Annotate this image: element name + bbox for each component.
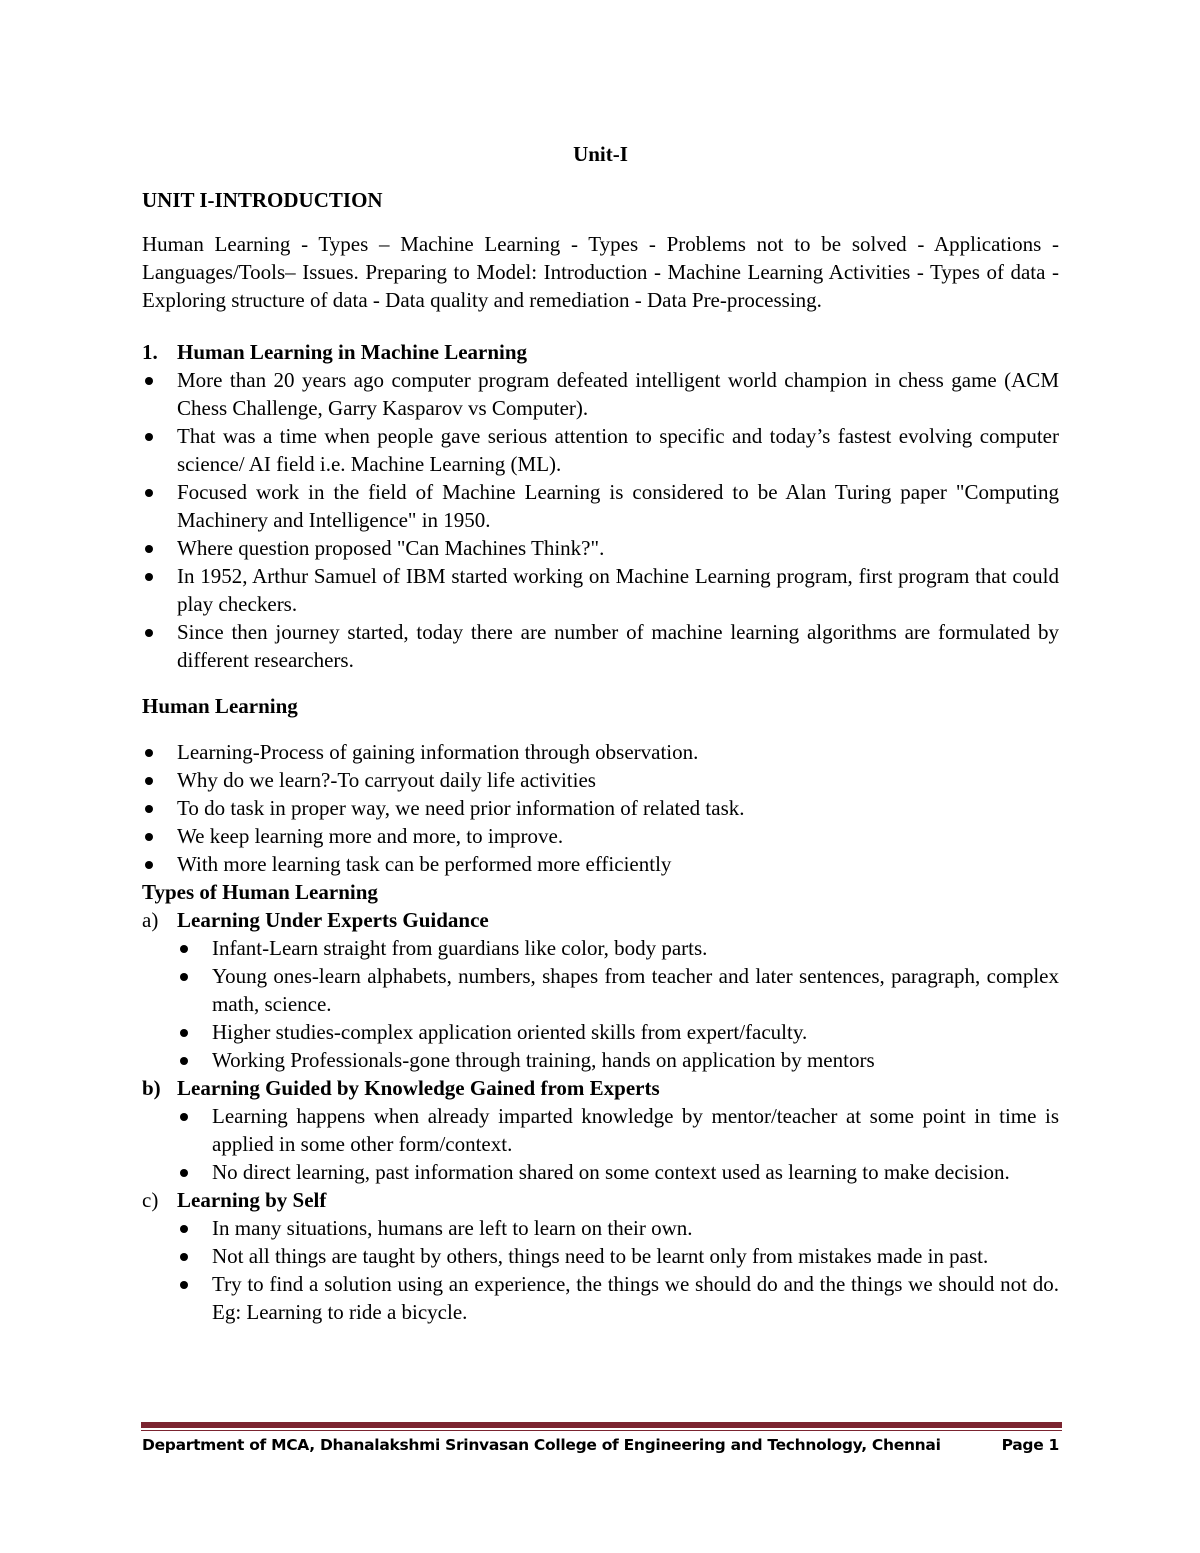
types-heading: Types of Human Learning [142, 880, 378, 904]
section-1-number: 1. [142, 340, 158, 364]
list-item: Since then journey started, today there are number of machine learning algorithms are formulated by different researchers. [142, 618, 1059, 674]
type-a-title: Learning Under Experts Guidance [177, 908, 489, 932]
list-item: No direct learning, past information shared on some context used as learning to make decision. [142, 1158, 1059, 1186]
list-item: To do task in proper way, we need prior information of related task. [142, 794, 1059, 822]
list-item: Higher studies-complex application oriented skills from expert/faculty. [142, 1018, 1059, 1046]
section-1-title: Human Learning in Machine Learning [177, 340, 528, 364]
type-a-label: a) [142, 908, 159, 932]
list-item: Why do we learn?-To carryout daily life activities [142, 766, 1059, 794]
footer-rule-thin [141, 1430, 1062, 1431]
section-1-heading [142, 338, 1059, 366]
list-item: That was a time when people gave serious attention to specific and today’s fastest evolving computer science/ AI field i.e. Machine Learning (ML). [142, 422, 1059, 478]
human-learning-bullets [142, 738, 1059, 878]
type-a-heading [142, 906, 1059, 934]
type-a-bullets [142, 934, 1059, 1074]
list-item: Young ones-learn alphabets, numbers, shapes from teacher and later sentences, paragraph, complex math, science. [142, 962, 1059, 1018]
document-page [142, 140, 1059, 1326]
list-item: In 1952, Arthur Samuel of IBM started working on Machine Learning program, first program that could play checkers. [142, 562, 1059, 618]
type-b-label: b) [142, 1076, 161, 1100]
list-item: Learning-Process of gaining information through observation. [142, 738, 1059, 766]
list-item: Not all things are taught by others, things need to be learnt only from mistakes made in past. [142, 1242, 1059, 1270]
list-item: We keep learning more and more, to improve. [142, 822, 1059, 850]
list-item: More than 20 years ago computer program defeated intelligent world champion in chess game (ACM Chess Challenge, Garry Kasparov vs Computer). [142, 366, 1059, 422]
list-item: Learning happens when already imparted knowledge by mentor/teacher at some point in time is applied in some other form/context. [142, 1102, 1059, 1158]
footer-page-number: Page 1 [1001, 1436, 1059, 1454]
list-item: Try to find a solution using an experience, the things we should do and the things we should not do. Eg: Learning to ride a bicycle. [142, 1270, 1059, 1326]
type-c-bullets [142, 1214, 1059, 1326]
page-footer [142, 1436, 1059, 1454]
unit-title: Unit-I [573, 142, 628, 166]
list-item: Where question proposed "Can Machines Think?". [142, 534, 1059, 562]
list-item: Focused work in the field of Machine Learning is considered to be Alan Turing paper "Computing Machinery and Intelligence" in 1950. [142, 478, 1059, 534]
intro-paragraph: Human Learning - Types – Machine Learning - Types - Problems not to be solved - Applications -Languages/Tools– Issues. Preparing to Model: Introduction - Machine Learning Activities - Types of data - Exploring structure of data - Data quality and remediation - Data Pre-processing. [142, 232, 1059, 312]
type-b-heading [142, 1074, 1059, 1102]
footer-department: Department of MCA, Dhanalakshmi Srinvasan College of Engineering and Technology, Chennai [142, 1436, 941, 1454]
type-b-bullets [142, 1102, 1059, 1186]
unit-heading: UNIT I-INTRODUCTION [142, 188, 383, 212]
list-item: Infant-Learn straight from guardians like color, body parts. [142, 934, 1059, 962]
type-c-heading [142, 1186, 1059, 1214]
list-item: Working Professionals-gone through training, hands on application by mentors [142, 1046, 1059, 1074]
type-c-title: Learning by Self [177, 1188, 327, 1212]
section-1-bullets [142, 366, 1059, 674]
list-item: In many situations, humans are left to learn on their own. [142, 1214, 1059, 1242]
footer-rule [141, 1422, 1062, 1428]
type-c-label: c) [142, 1188, 159, 1212]
list-item: With more learning task can be performed more efficiently [142, 850, 1059, 878]
type-b-title: Learning Guided by Knowledge Gained from Experts [177, 1076, 660, 1100]
human-learning-heading: Human Learning [142, 694, 298, 718]
